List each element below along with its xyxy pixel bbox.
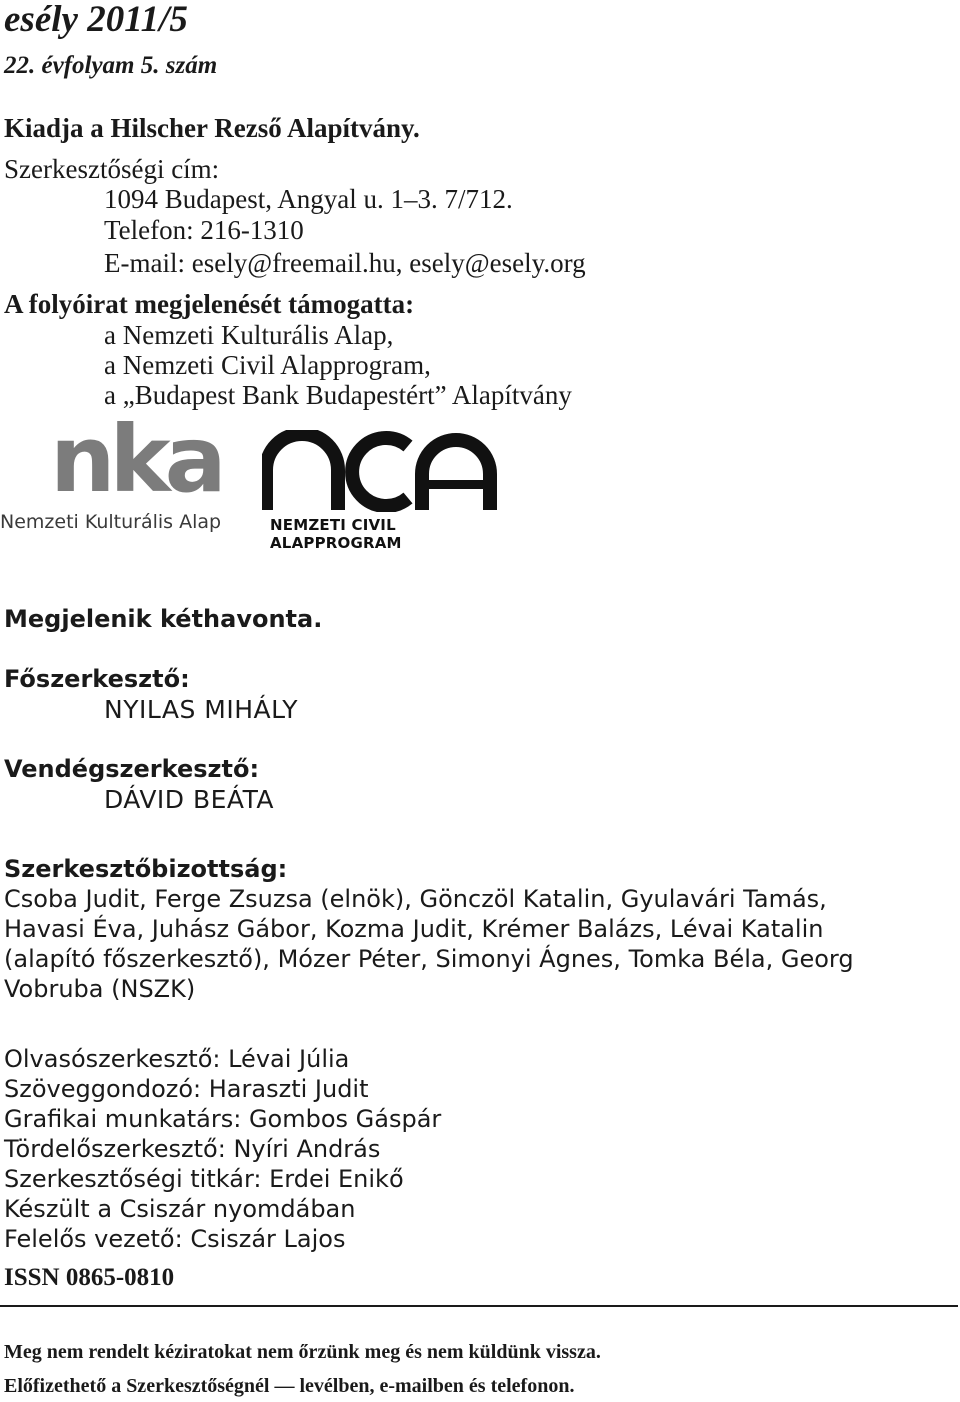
supporter-item: a Nemzeti Kulturális Alap, xyxy=(104,320,394,350)
supporter-item: a Nemzeti Civil Alapprogram, xyxy=(104,350,431,380)
editor-in-chief-label: Főszerkesztő: xyxy=(4,665,190,693)
supporter-item: a „Budapest Bank Budapestért” Alapítvány xyxy=(104,380,572,410)
editor-in-chief-name: NYILAS MIHÁLY xyxy=(104,695,298,724)
footer-notice: Meg nem rendelt kéziratokat nem őrzünk meg és nem küldünk vissza. xyxy=(4,1341,601,1363)
footer-subscription: Előfizethető a Szerkesztőségnél — levélben, e-mailben és telefonon. xyxy=(4,1375,575,1397)
staff-line: Szöveggondozó: Haraszti Judit xyxy=(4,1075,369,1103)
frequency: Megjelenik kéthavonta. xyxy=(4,605,323,633)
address-label: Szerkesztőségi cím: xyxy=(4,154,220,184)
nka-logo xyxy=(0,406,232,543)
guest-editor-name: DÁVID BEÁTA xyxy=(104,785,275,814)
staff-line: Készült a Csiszár nyomdában xyxy=(4,1195,356,1223)
board-label: Szerkesztőbizottság: xyxy=(4,855,288,883)
nca-logo xyxy=(262,430,502,552)
publisher: Kiadja a Hilscher Rezső Alapítvány. xyxy=(4,113,420,143)
nka-logo-mark: nka xyxy=(50,406,221,513)
board-line: Vobruba (NSZK) xyxy=(4,975,196,1003)
journal-title: esély 2011/5 xyxy=(4,0,188,40)
supporters-label: A folyóirat megjelenését támogatta: xyxy=(4,289,415,319)
issn: ISSN 0865-0810 xyxy=(4,1264,175,1291)
address-line: 1094 Budapest, Angyal u. 1–3. 7/712. xyxy=(104,184,513,214)
divider-rule xyxy=(0,1305,958,1307)
board-line: Csoba Judit, Ferge Zsuzsa (elnök), Gönczöl Katalin, Gyulavári Tamás, xyxy=(4,885,827,913)
nca-logo-caption: NEMZETI CIVIL ALAPPROGRAM xyxy=(270,516,402,552)
board-line: Havasi Éva, Juhász Gábor, Kozma Judit, Krémer Balázs, Lévai Katalin xyxy=(4,915,824,943)
staff-line: Felelős vezető: Csiszár Lajos xyxy=(4,1225,346,1253)
staff-line: Szerkesztőségi titkár: Erdei Enikő xyxy=(4,1165,404,1193)
email-line: E-mail: esely@freemail.hu, esely@esely.org xyxy=(104,248,586,278)
phone-line: Telefon: 216-1310 xyxy=(104,215,304,245)
board-line: (alapító főszerkesztő), Mózer Péter, Simonyi Ágnes, Tomka Béla, Georg xyxy=(4,945,854,973)
staff-line: Grafikai munkatárs: Gombos Gáspár xyxy=(4,1105,442,1133)
nca-logo-mark xyxy=(262,430,498,512)
staff-line: Olvasószerkesztő: Lévai Júlia xyxy=(4,1045,350,1073)
guest-editor-label: Vendégszerkesztő: xyxy=(4,755,260,783)
staff-line: Tördelőszerkesztő: Nyíri András xyxy=(4,1135,381,1163)
issue-info: 22. évfolyam 5. szám xyxy=(4,52,218,79)
nka-logo-caption: Nemzeti Kulturális Alap xyxy=(0,511,222,533)
